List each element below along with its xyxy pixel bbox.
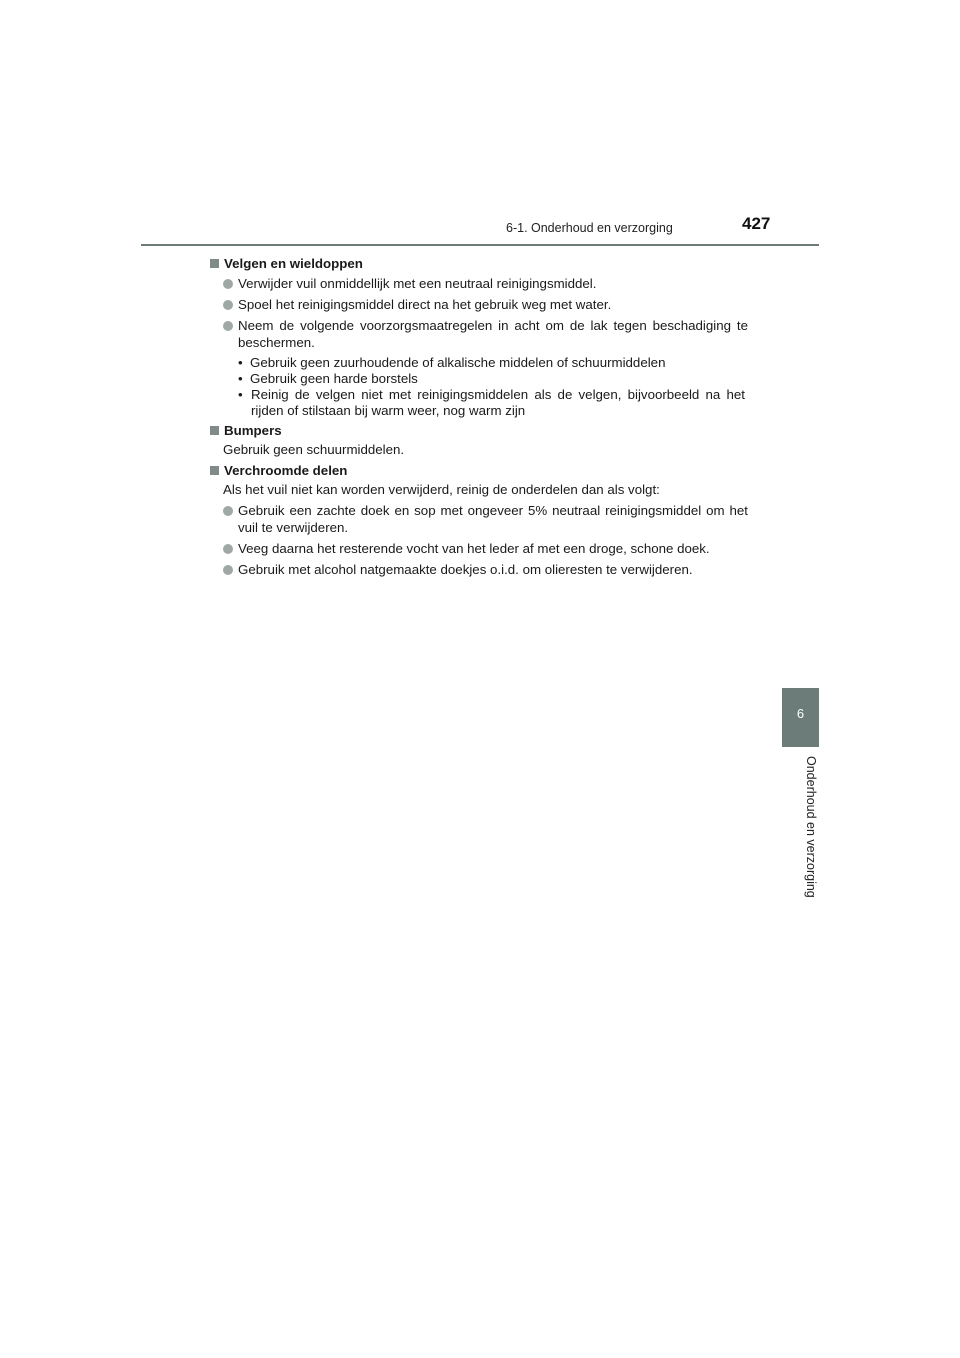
circle-bullet-icon (223, 506, 233, 516)
sub-bullet-text: rijden of stilstaan bij warm weer, nog warm zijn (251, 403, 526, 418)
list-item: Verwijder vuil onmiddellijk met een neutraal reinigingsmiddel. (223, 276, 596, 293)
section-text: Als het vuil niet kan worden verwijderd, reinig de onderdelen dan als volgt: (223, 482, 660, 497)
page-number: 427 (742, 214, 771, 233)
section-heading: Velgen en wieldoppen (210, 256, 363, 273)
chapter-label: Onderhoud en verzorging (804, 756, 818, 898)
sub-bullet-text: Reinig de velgen niet met reinigingsmiddelen als de velgen, bijvoorbeeld na het (251, 387, 745, 402)
section-heading: Bumpers (210, 423, 282, 440)
circle-bullet-icon (223, 279, 233, 289)
square-bullet-icon (210, 426, 219, 435)
header-section-title: 6-1. Onderhoud en verzorging (506, 221, 673, 235)
sub-bullet: • Gebruik geen harde borstels (238, 371, 418, 386)
list-item: Spoel het reinigingsmiddel direct na het gebruik weg met water. (223, 297, 611, 314)
circle-bullet-icon (223, 321, 233, 331)
list-item: Gebruik met alcohol natgemaakte doekjes o.i.d. om olieresten te verwijderen. (223, 562, 693, 579)
list-item (223, 503, 238, 520)
circle-bullet-icon (223, 544, 233, 554)
list-item-text: beschermen. (238, 335, 315, 350)
circle-bullet-icon (223, 300, 233, 310)
list-item-text: Gebruik een zachte doek en sop met ongeveer 5% neutraal reinigingsmiddel om het (238, 503, 748, 518)
list-item-text: vuil te verwijderen. (238, 520, 349, 535)
chapter-number: 6 (796, 706, 805, 721)
square-bullet-icon (210, 466, 219, 475)
section-text: Gebruik geen schuurmiddelen. (223, 442, 405, 457)
circle-bullet-icon (223, 565, 233, 575)
sub-bullet: • (238, 387, 243, 402)
sub-bullet: • Gebruik geen zuurhoudende of alkalische middelen of schuurmiddelen (238, 355, 666, 370)
section-heading: Verchroomde delen (210, 463, 347, 480)
square-bullet-icon (210, 259, 219, 268)
list-item: Veeg daarna het resterende vocht van het leder af met een droge, schone doek. (223, 541, 710, 558)
list-item (223, 318, 238, 335)
list-item-text: Neem de volgende voorzorgsmaatregelen in acht om de lak tegen beschadiging te (238, 318, 748, 333)
